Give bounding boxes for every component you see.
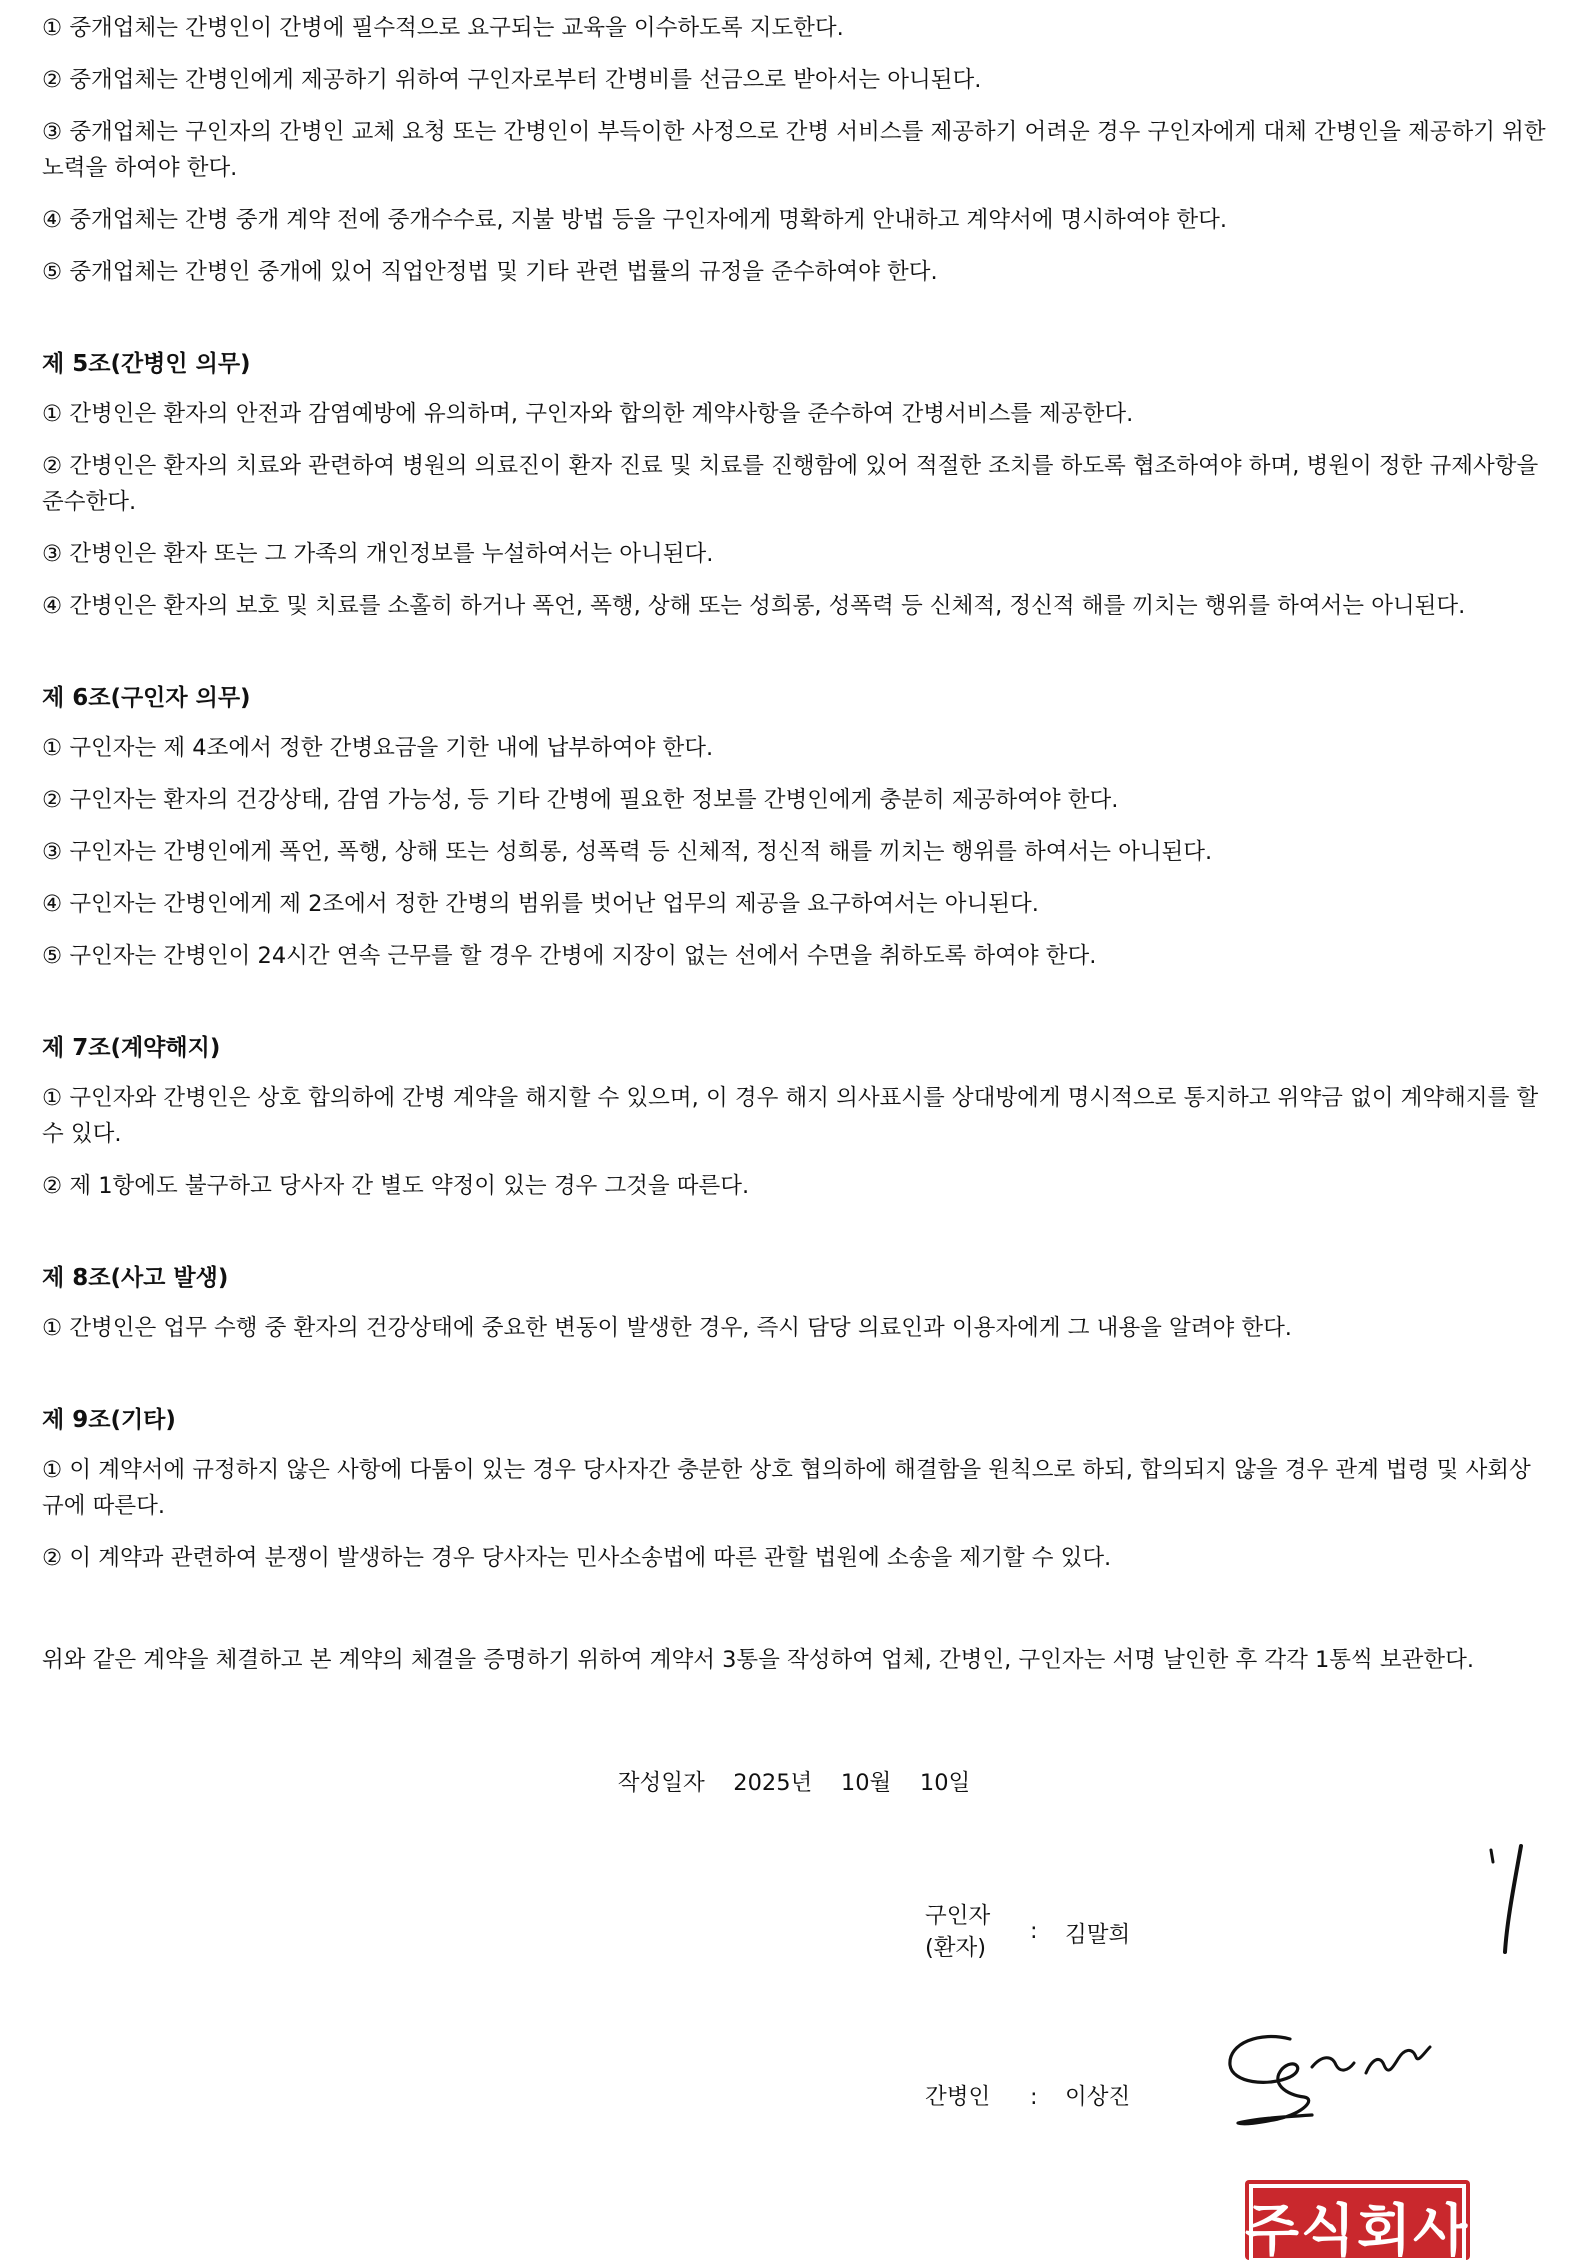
article-5 [42,346,1552,624]
article-title: 제 5조(간병인 의무) [42,351,251,377]
company-seal [1245,2180,1470,2260]
clause-item: ④ 간병인은 환자의 보호 및 치료를 소홀히 하거나 폭언, 폭행, 상해 또는 성희롱, 성폭력 등 신체적, 정신적 해를 끼치는 행위를 하여서는 아니된다. [42,593,1466,619]
article-7 [42,1030,1552,1204]
clause-item: ③ 간병인은 환자 또는 그 가족의 개인정보를 누설하여서는 아니된다. [42,541,714,567]
caregiver-label: 간병인 [925,2084,991,2110]
clause-item: ① 이 계약서에 규정하지 않은 사항에 다툼이 있는 경우 당사자간 충분한 상호 협의하에 해결함을 원칙으로 하되, 합의되지 않을 경우 관계 법령 및 사회상규에 따른다. [42,1457,1531,1519]
article-8 [42,1260,1552,1346]
intro-clauses [42,10,1552,290]
clause-item: ① 중개업체는 간병인이 간병에 필수적으로 요구되는 교육을 이수하도록 지도한다. [42,15,844,41]
article-title: 제 7조(계약해지) [42,1035,221,1061]
client-label: 구인자 (환자) [925,1903,991,1961]
caregiver-signature-row [925,2080,1225,2120]
clause-item: ② 제 1항에도 불구하고 당사자 간 별도 약정이 있는 경우 그것을 따른다. [42,1173,750,1199]
article-6 [42,680,1552,974]
clause-item: ③ 중개업체는 구인자의 간병인 교체 요청 또는 간병인이 부득이한 사정으로 간병 서비스를 제공하기 어려운 경우 구인자에게 대체 간병인을 제공하기 위한 노력을 하여야 한다. [42,119,1546,181]
clause-item: ④ 구인자는 간병인에게 제 2조에서 정한 간병의 범위를 벗어난 업무의 제공을 요구하여서는 아니된다. [42,891,1039,917]
client-signature-row [925,1900,1225,1970]
clause-item: ② 간병인은 환자의 치료와 관련하여 병원의 의료진이 환자 진료 및 치료를 진행함에 있어 적절한 조치를 하도록 협조하여야 하며, 병원이 정한 규제사항을 준수한다. [42,453,1539,515]
closing-statement: 위와 같은 계약을 체결하고 본 계약의 체결을 증명하기 위하여 계약서 3통을 작성하여 업체, 간병인, 구인자는 서명 날인한 후 각각 1통씩 보관한다. [42,1647,1475,1673]
clause-item: ④ 중개업체는 간병 중개 계약 전에 중개수수료, 지불 방법 등을 구인자에게 명확하게 안내하고 계약서에 명시하여야 한다. [42,207,1228,233]
article-9 [42,1402,1552,1576]
clause-item: ① 간병인은 업무 수행 중 환자의 건강상태에 중요한 변동이 발생한 경우, 즉시 담당 의료인과 이용자에게 그 내용을 알려야 한다. [42,1315,1292,1341]
article-title: 제 8조(사고 발생) [42,1265,229,1291]
colon-separator: : [1030,2084,1038,2110]
colon-separator: : [1030,1918,1038,1944]
clause-item: ② 구인자는 환자의 건강상태, 감염 가능성, 등 기타 간병에 필요한 정보를 간병인에게 충분히 제공하여야 한다. [42,787,1119,813]
caregiver-name: 이상진 [1065,2084,1131,2110]
clause-item: ⑤ 구인자는 간병인이 24시간 연속 근무를 할 경우 간병에 지장이 없는 선에서 수면을 취하도록 하여야 한다. [42,943,1097,969]
clause-item: ③ 구인자는 간병인에게 폭언, 폭행, 상해 또는 성희롱, 성폭력 등 신체적, 정신적 해를 끼치는 행위를 하여서는 아니된다. [42,839,1213,865]
clause-item: ① 구인자는 제 4조에서 정한 간병요금을 기한 내에 납부하여야 한다. [42,735,714,761]
date-line: 작성일자 2025년 10월 10일 [617,1770,971,1796]
article-title: 제 6조(구인자 의무) [42,685,251,711]
svg-text:주식회사: 주식회사 [1245,2199,1470,2260]
article-title: 제 9조(기타) [42,1407,176,1433]
clause-item: ⑤ 중개업체는 간병인 중개에 있어 직업안정법 및 기타 관련 법률의 규정을 준수하여야 한다. [42,259,938,285]
contract-body [42,10,1552,1678]
clause-item: ② 중개업체는 간병인에게 제공하기 위하여 구인자로부터 간병비를 선금으로 받아서는 아니된다. [42,67,982,93]
client-signature-mark [1485,1840,1535,1960]
clause-item: ② 이 계약과 관련하여 분쟁이 발생하는 경우 당사자는 민사소송법에 따른 관할 법원에 소송을 제기할 수 있다. [42,1545,1112,1571]
client-name: 김말희 [1065,1922,1131,1948]
clause-item: ① 간병인은 환자의 안전과 감염예방에 유의하며, 구인자와 합의한 계약사항을 준수하여 간병서비스를 제공한다. [42,401,1134,427]
caregiver-signature-mark [1220,2025,1470,2140]
clause-item: ① 구인자와 간병인은 상호 합의하에 간병 계약을 해지할 수 있으며, 이 경우 해지 의사표시를 상대방에게 명시적으로 통지하고 위약금 없이 계약해지를 할 수 있다. [42,1085,1539,1147]
seal-icon [1245,2180,1470,2260]
